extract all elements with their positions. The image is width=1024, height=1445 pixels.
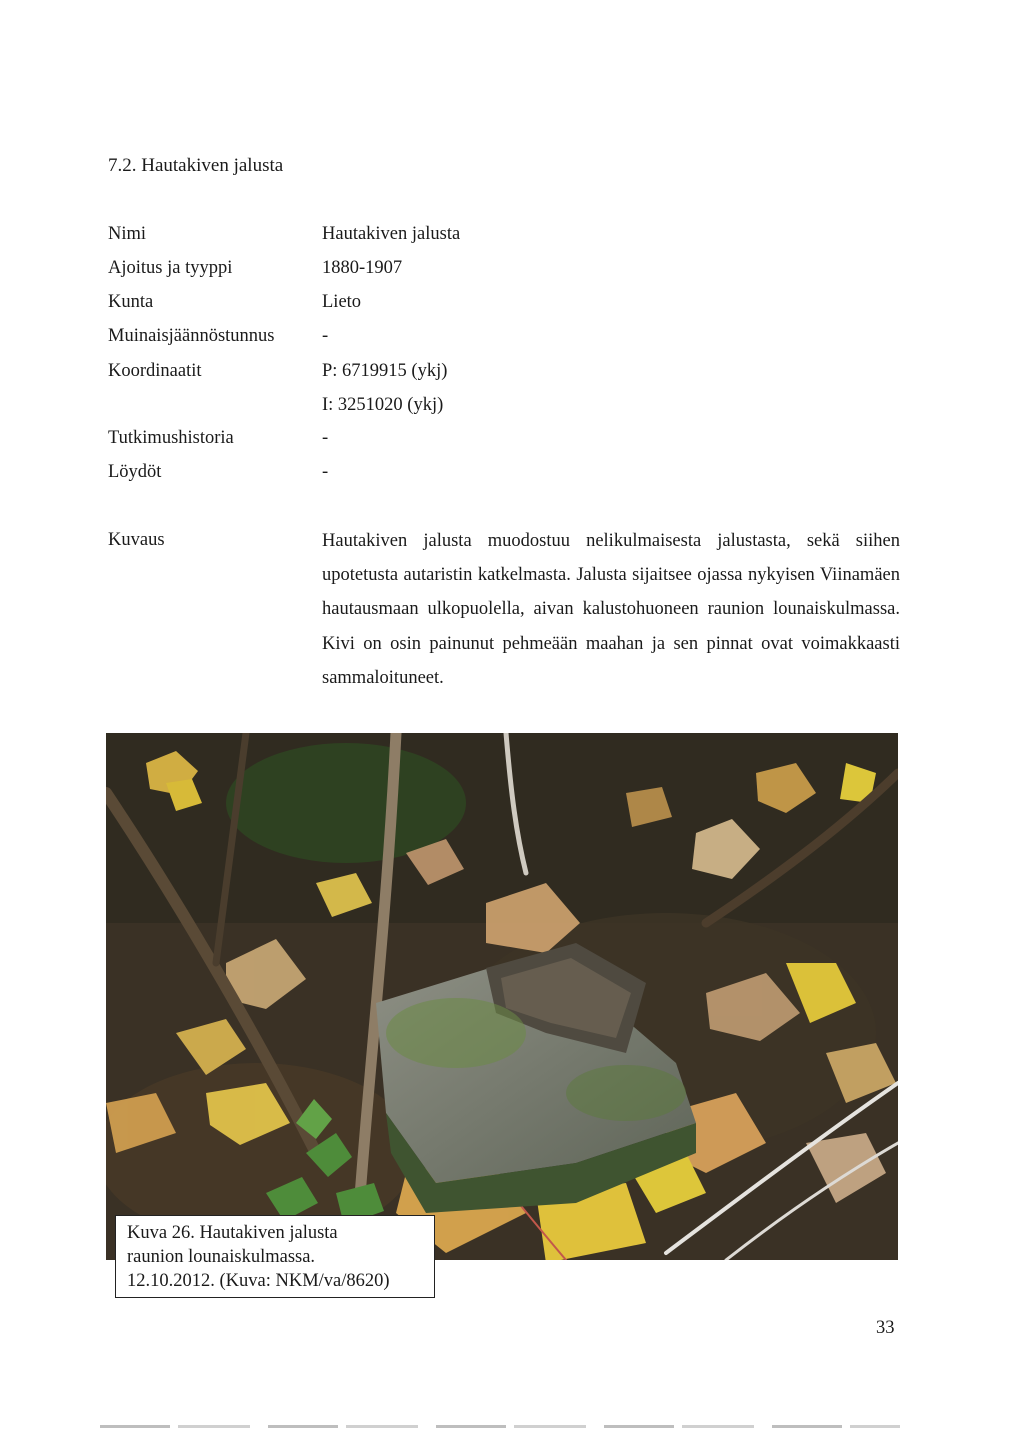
scan-edge-divider [100,1425,900,1428]
value-muinaisjaannostunnus: - [322,326,329,346]
value-koordinaatit-p: P: 6719915 (ykj) [322,361,448,381]
description-label: Kuvaus [108,530,165,550]
label-ajoitus: Ajoitus ja tyyppi [108,258,233,278]
value-tutkimushistoria: - [322,428,329,448]
label-kunta: Kunta [108,292,154,312]
label-koordinaatit: Koordinaatit [108,361,202,381]
value-koordinaatit-i: I: 3251020 (ykj) [322,395,444,415]
caption-line-1: Kuva 26. Hautakiven jalusta [127,1223,338,1243]
value-loydot: - [322,462,329,482]
label-nimi: Nimi [108,224,147,244]
page-number: 33 [876,1318,895,1338]
value-ajoitus: 1880-1907 [322,258,403,278]
label-tutkimushistoria: Tutkimushistoria [108,428,234,448]
section-heading: 7.2. Hautakiven jalusta [108,155,284,176]
label-muinaisjaannostunnus: Muinaisjäännöstunnus [108,326,275,346]
value-nimi: Hautakiven jalusta [322,224,461,244]
caption-line-2: raunion lounaiskulmassa. [127,1247,316,1267]
label-loydot: Löydöt [108,462,162,482]
value-kunta: Lieto [322,292,362,312]
site-photo [106,733,898,1260]
photo-caption [115,1215,435,1298]
description-text: Hautakiven jalusta muodostuu nelikulmaisesta jalustasta, sekä siihen upotetusta autaristin katkelmasta. Jalusta sijaitsee ojassa nykyisen Viinamäen hautausmaan ulkopuolella, aivan kalustohuoneen raunion lounaiskulmassa. Kivi on osin painunut pehmeään maahan ja sen pinnat ovat voimakkaasti sammaloituneet. [322,531,900,688]
caption-line-3: 12.10.2012. (Kuva: NKM/va/8620) [127,1271,390,1291]
